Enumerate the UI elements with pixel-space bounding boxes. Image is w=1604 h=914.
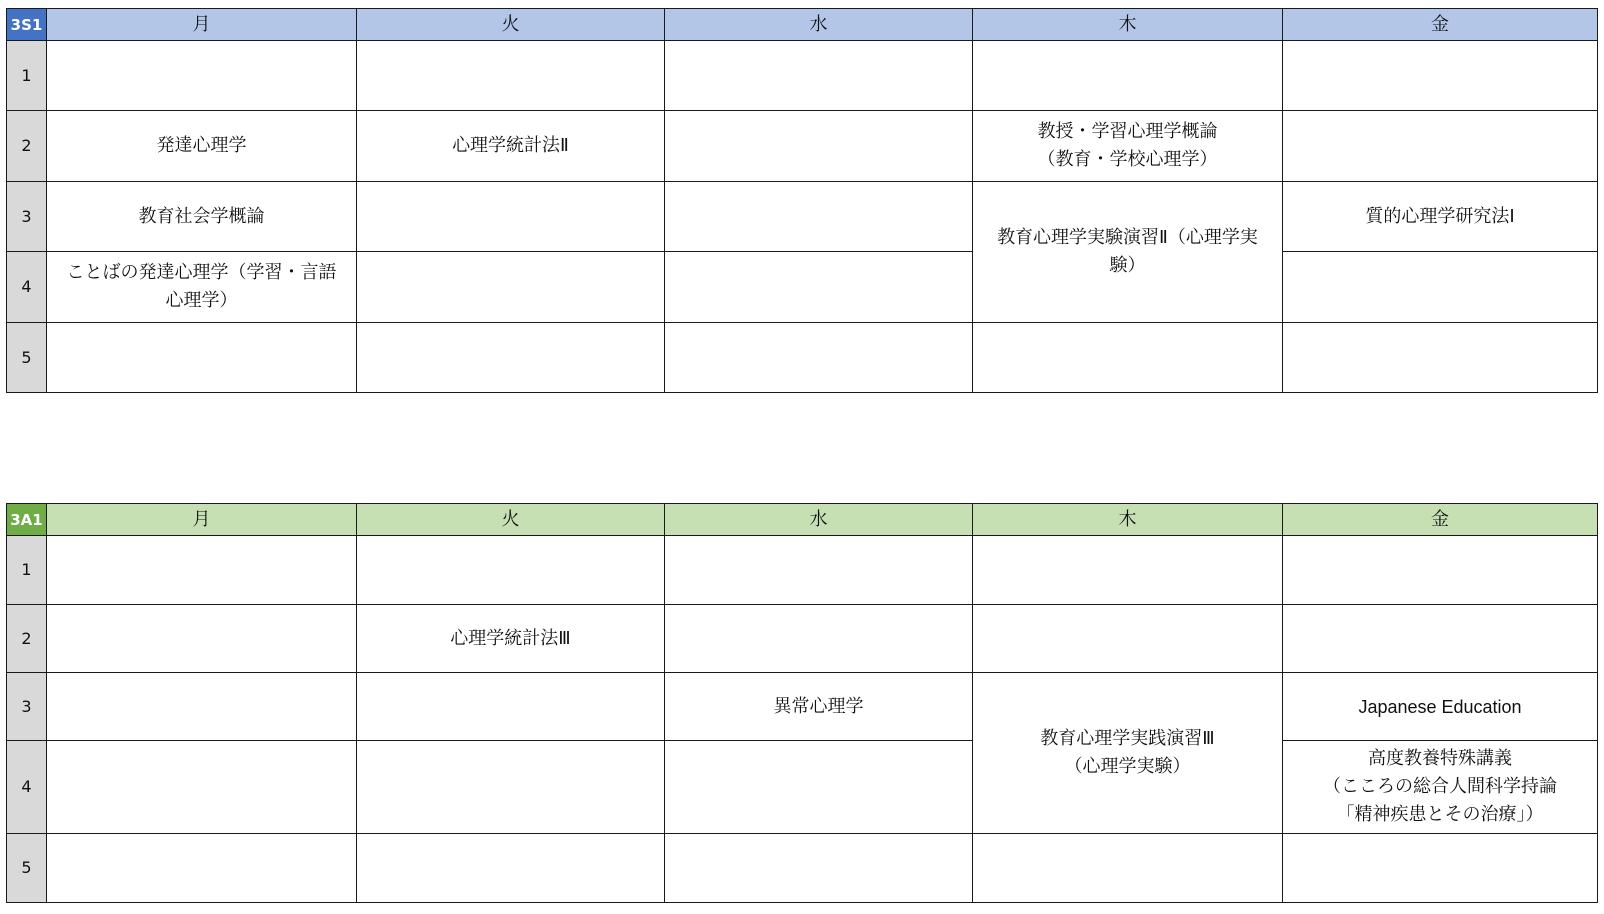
day-header-tue: 火 [357, 504, 665, 536]
period-row [7, 741, 1598, 834]
timetable-cell [47, 536, 357, 605]
timetable-cell [665, 536, 973, 605]
course-cell: ことばの発達心理学（学習・言語 心理学） [47, 252, 357, 323]
timetable-cell [357, 536, 665, 605]
timetable-cell [357, 741, 665, 834]
period-number: 1 [7, 41, 47, 111]
period-row [7, 252, 1598, 323]
course-cell: 教育心理学実践演習Ⅲ （心理学実験） [973, 673, 1283, 834]
timetable-cell [357, 323, 665, 393]
timetable-cell [1283, 252, 1598, 323]
timetable-cell [357, 182, 665, 252]
timetable-cell [1283, 323, 1598, 393]
timetable-cell [1283, 111, 1598, 182]
period-row [7, 605, 1598, 673]
term-label: 3A1 [7, 504, 47, 536]
course-cell: 教授・学習心理学概論 （教育・学校心理学） [973, 111, 1283, 182]
course-cell: 質的心理学研究法Ⅰ [1283, 182, 1598, 252]
day-header-mon: 月 [47, 9, 357, 41]
period-row [7, 41, 1598, 111]
timetable-cell [665, 182, 973, 252]
day-header-thu: 木 [973, 9, 1283, 41]
timetable-cell [1283, 41, 1598, 111]
period-row [7, 182, 1598, 252]
timetable-cell [1283, 605, 1598, 673]
timetable-cell [1283, 834, 1598, 903]
day-header-thu: 木 [973, 504, 1283, 536]
period-number: 3 [7, 182, 47, 252]
course-cell: 発達心理学 [47, 111, 357, 182]
period-number: 5 [7, 323, 47, 393]
timetable-cell [973, 834, 1283, 903]
timetable-cell [665, 605, 973, 673]
course-cell: 心理学統計法Ⅱ [357, 111, 665, 182]
term-label: 3S1 [7, 9, 47, 41]
timetable-cell [47, 673, 357, 741]
timetable-cell [665, 323, 973, 393]
timetable-cell [357, 834, 665, 903]
timetable-cell [47, 41, 357, 111]
day-header-wed: 水 [665, 9, 973, 41]
course-cell: 異常心理学 [665, 673, 973, 741]
timetable-cell [665, 741, 973, 834]
day-header-tue: 火 [357, 9, 665, 41]
timetable-cell [47, 741, 357, 834]
period-row [7, 834, 1598, 903]
course-cell: 心理学統計法Ⅲ [357, 605, 665, 673]
timetable-3s1 [6, 8, 1598, 393]
timetable-cell [973, 536, 1283, 605]
period-row [7, 673, 1598, 741]
timetable-cell [47, 834, 357, 903]
day-header-fri: 金 [1283, 9, 1598, 41]
timetable-cell [357, 673, 665, 741]
timetable-cell [973, 41, 1283, 111]
course-cell: 教育心理学実験演習Ⅱ（心理学実 験） [973, 182, 1283, 323]
timetable-cell [1283, 536, 1598, 605]
period-number: 5 [7, 834, 47, 903]
timetable-cell [973, 323, 1283, 393]
period-number: 2 [7, 605, 47, 673]
period-number: 3 [7, 673, 47, 741]
timetable-3a1 [6, 503, 1598, 903]
header-row [7, 9, 1598, 41]
period-row [7, 323, 1598, 393]
day-header-wed: 水 [665, 504, 973, 536]
period-number: 1 [7, 536, 47, 605]
course-cell: 教育社会学概論 [47, 182, 357, 252]
timetable-cell [665, 834, 973, 903]
course-cell: 高度教養特殊講義 （こころの総合人間科学持論 「精神疾患とその治療」） [1283, 741, 1598, 834]
timetable-cell [357, 41, 665, 111]
day-header-mon: 月 [47, 504, 357, 536]
period-row [7, 111, 1598, 182]
timetable-cell [47, 323, 357, 393]
timetable-cell [47, 605, 357, 673]
period-row [7, 536, 1598, 605]
timetable-cell [973, 605, 1283, 673]
timetable-cell [665, 111, 973, 182]
course-cell: Japanese Education [1283, 673, 1598, 741]
timetable-cell [665, 41, 973, 111]
timetable-cell [357, 252, 665, 323]
period-number: 4 [7, 741, 47, 834]
day-header-fri: 金 [1283, 504, 1598, 536]
period-number: 2 [7, 111, 47, 182]
timetable-cell [665, 252, 973, 323]
header-row [7, 504, 1598, 536]
period-number: 4 [7, 252, 47, 323]
